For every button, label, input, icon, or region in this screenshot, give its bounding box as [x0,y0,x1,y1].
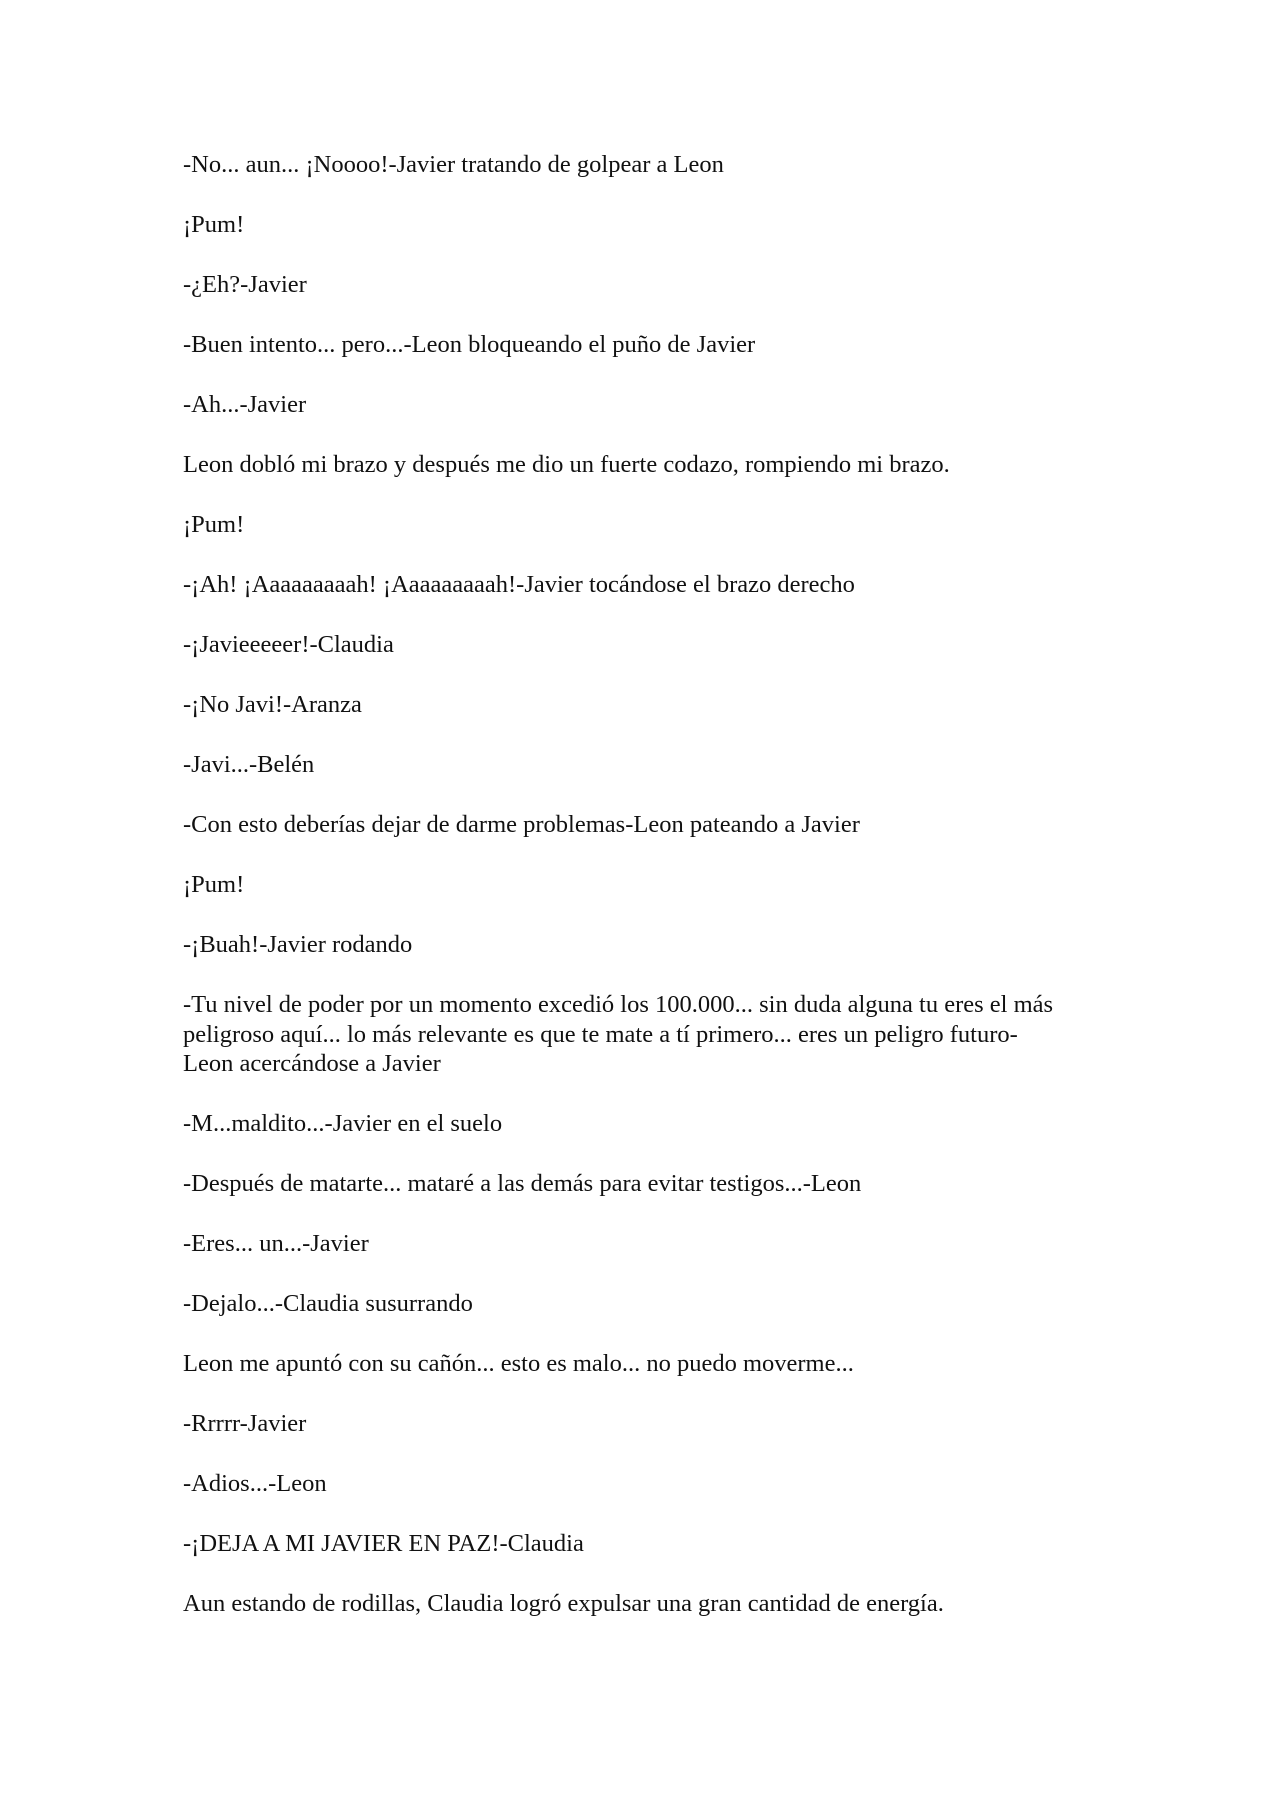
paragraph: -¡Buah!-Javier rodando [183,931,413,958]
paragraph: ¡Pum! [183,511,245,538]
paragraph: -No... aun... ¡Noooo!-Javier tratando de golpear a Leon [183,151,724,178]
paragraph: -Con esto deberías dejar de darme problemas-Leon pateando a Javier [183,811,860,838]
paragraph: -Javi...-Belén [183,751,315,778]
paragraph: -Buen intento... pero...-Leon bloqueando el puño de Javier [183,331,756,358]
paragraph: Leon me apuntó con su cañón... esto es malo... no puedo moverme... [183,1350,854,1377]
paragraph: -¡No Javi!-Aranza [183,691,362,718]
paragraph: -Ah...-Javier [183,391,307,418]
story-text [183,150,1063,1649]
paragraph: -¡Javieeeeer!-Claudia [183,631,394,658]
paragraph: -Rrrrr-Javier [183,1410,307,1437]
paragraph: Aun estando de rodillas, Claudia logró expulsar una gran cantidad de energía. [183,1590,944,1617]
paragraph: ¡Pum! [183,871,245,898]
paragraph: -Dejalo...-Claudia susurrando [183,1290,473,1317]
paragraph: -¡DEJA A MI JAVIER EN PAZ!-Claudia [183,1530,584,1557]
paragraph: -Eres... un...-Javier [183,1230,369,1257]
paragraph: ¡Pum! [183,211,245,238]
paragraph: -M...maldito...-Javier en el suelo [183,1110,503,1137]
paragraph: Leon dobló mi brazo y después me dio un fuerte codazo, rompiendo mi brazo. [183,451,950,478]
paragraph: -Después de matarte... mataré a las demás para evitar testigos...-Leon [183,1170,862,1197]
paragraph: -Tu nivel de poder por un momento excedió los 100.000... sin duda alguna tu eres el más peligroso aquí... lo más relevante es que te mate a tí primero... eres un peligro futuro-Leon acercándose a Javier [183,991,1054,1077]
paragraph: -¿Eh?-Javier [183,271,307,298]
paragraph: -Adios...-Leon [183,1470,327,1497]
paragraph: -¡Ah! ¡Aaaaaaaaah! ¡Aaaaaaaaah!-Javier tocándose el brazo derecho [183,571,855,598]
